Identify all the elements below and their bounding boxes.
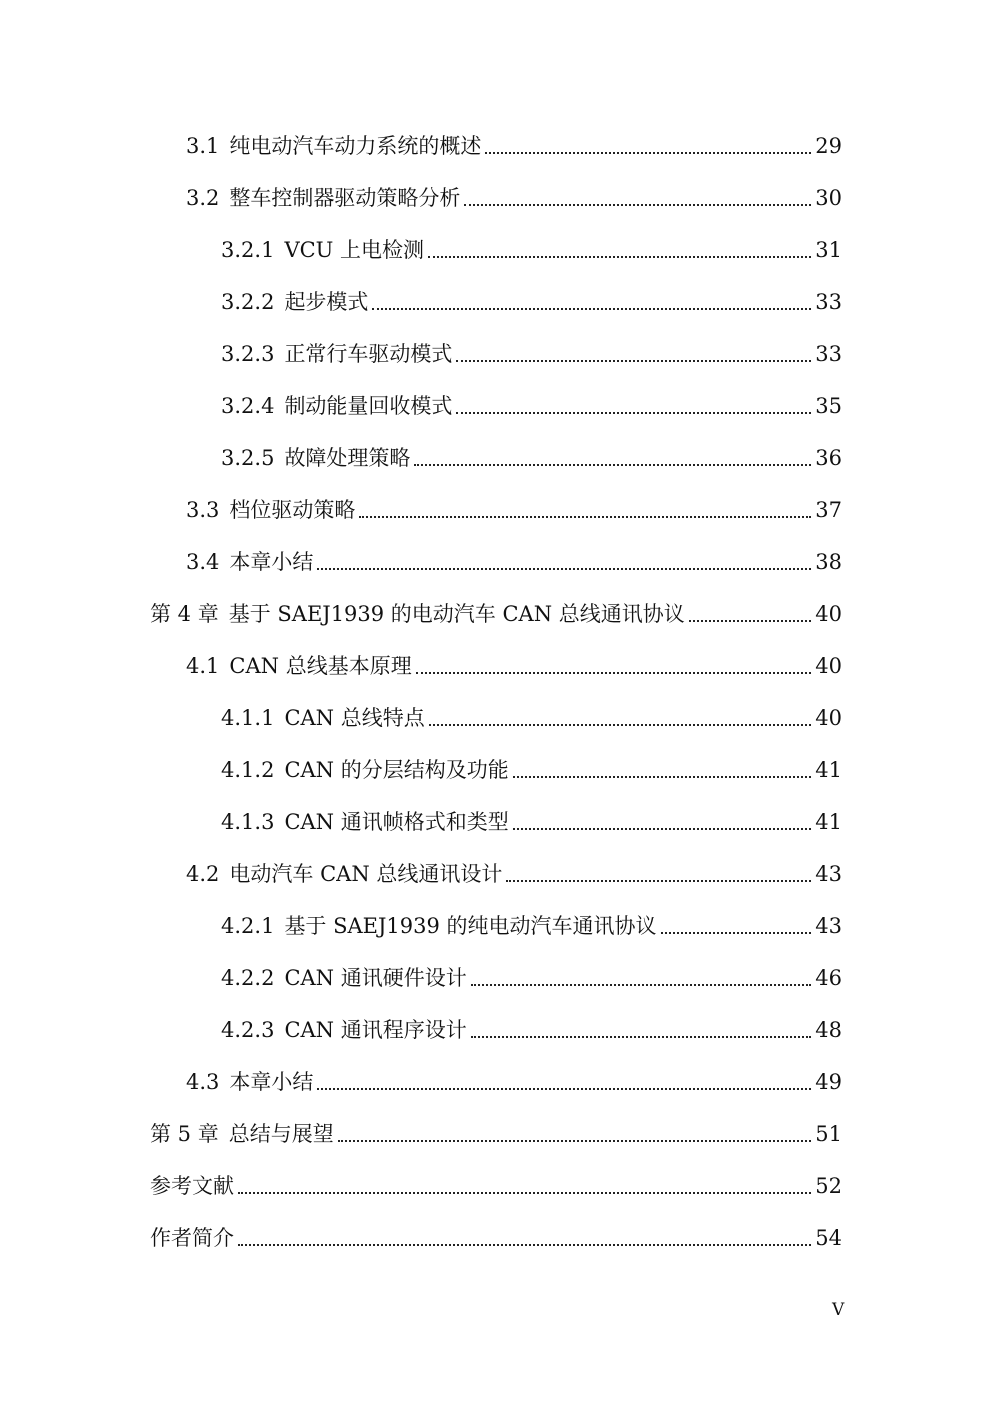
- toc-entry-label: [221, 328, 452, 380]
- toc-entry-label: [221, 744, 509, 796]
- toc-entry-page: 37: [815, 498, 842, 522]
- toc-entry-page: 29: [815, 134, 842, 158]
- toc-entry-page: 35: [815, 394, 842, 418]
- dot-leader: [471, 1036, 812, 1038]
- toc-entry-page: 31: [815, 238, 842, 262]
- toc-entry[interactable]: [0, 796, 992, 848]
- toc-entry[interactable]: [0, 848, 992, 900]
- toc-entry-number: 4.1.1: [221, 706, 275, 730]
- toc-entry-page: 48: [815, 1018, 842, 1042]
- toc-entry-page: 40: [815, 654, 842, 678]
- toc-entry-title: 纯电动汽车动力系统的概述: [229, 134, 482, 158]
- toc-entry-title: CAN 通讯程序设计: [284, 1018, 467, 1042]
- toc-entry-title: 故障处理策略: [284, 446, 411, 470]
- dot-leader: [359, 516, 811, 518]
- toc-entry-label: [186, 848, 502, 900]
- toc-entry-label: [221, 900, 657, 952]
- toc-entry-number: 3.2.1: [221, 238, 275, 262]
- toc-entry-label: [186, 484, 355, 536]
- page-number: V: [832, 1300, 845, 1320]
- toc-entry-title: 本章小结: [229, 1070, 314, 1094]
- toc-entry-page: 46: [815, 966, 842, 990]
- toc-entry-label: [186, 536, 313, 588]
- toc-entry-label: [150, 1212, 234, 1264]
- toc-entry-label: [186, 640, 412, 692]
- dot-leader: [661, 932, 812, 934]
- toc-entry[interactable]: [0, 172, 992, 224]
- toc-entry-title: CAN 总线基本原理: [229, 654, 412, 678]
- toc-entry[interactable]: [0, 744, 992, 796]
- toc-entry-title: 制动能量回收模式: [284, 394, 453, 418]
- dot-leader: [513, 776, 812, 778]
- toc-entry-title: 作者简介: [150, 1226, 234, 1250]
- toc-entry-number: 4.2: [186, 862, 220, 886]
- toc-entry-number: 4.2.1: [221, 914, 275, 938]
- toc-entry-number: 4.2.3: [221, 1018, 275, 1042]
- table-of-contents: [0, 120, 992, 1264]
- toc-entry-page: 33: [815, 342, 842, 366]
- toc-entry-page: 36: [815, 446, 842, 470]
- toc-entry[interactable]: [0, 692, 992, 744]
- toc-entry[interactable]: [0, 536, 992, 588]
- dot-leader: [414, 464, 811, 466]
- toc-entry-title: CAN 通讯硬件设计: [284, 966, 467, 990]
- toc-entry-page: 41: [815, 810, 842, 834]
- toc-entry-title: 档位驱动策略: [229, 498, 356, 522]
- toc-entry-label: [150, 1108, 334, 1160]
- toc-entry-title: CAN 的分层结构及功能: [284, 758, 509, 782]
- toc-entry-label: [221, 796, 509, 848]
- toc-entry-title: 总结与展望: [228, 1122, 334, 1146]
- dot-leader: [317, 1088, 811, 1090]
- dot-leader: [513, 828, 812, 830]
- toc-entry-number: 4.2.2: [221, 966, 275, 990]
- dot-leader: [456, 360, 811, 362]
- toc-entry-label: [221, 1004, 467, 1056]
- toc-entry-page: 41: [815, 758, 842, 782]
- toc-entry[interactable]: [0, 328, 992, 380]
- toc-entry[interactable]: [0, 432, 992, 484]
- toc-entry[interactable]: [0, 120, 992, 172]
- toc-entry[interactable]: [0, 1160, 992, 1212]
- toc-entry-number: 4.3: [186, 1070, 220, 1094]
- toc-entry[interactable]: [0, 1056, 992, 1108]
- toc-entry-label: [221, 952, 467, 1004]
- toc-entry[interactable]: [0, 640, 992, 692]
- toc-entry-title: 基于 SAEJ1939 的纯电动汽车通讯协议: [284, 914, 657, 938]
- toc-entry[interactable]: [0, 224, 992, 276]
- toc-entry-number: 4.1.3: [221, 810, 275, 834]
- toc-entry[interactable]: [0, 952, 992, 1004]
- toc-entry-label: [221, 224, 424, 276]
- toc-entry-label: [221, 276, 368, 328]
- toc-entry-number: 3.2.5: [221, 446, 275, 470]
- toc-entry[interactable]: [0, 1108, 992, 1160]
- dot-leader: [485, 152, 811, 154]
- dot-leader: [317, 568, 811, 570]
- toc-entry[interactable]: [0, 1004, 992, 1056]
- toc-entry-label: [221, 432, 410, 484]
- toc-entry-page: 49: [815, 1070, 842, 1094]
- toc-entry[interactable]: [0, 484, 992, 536]
- toc-entry-label: [186, 172, 460, 224]
- toc-entry-number: 4.1.2: [221, 758, 275, 782]
- dot-leader: [456, 412, 811, 414]
- toc-entry-number: 3.2.3: [221, 342, 275, 366]
- toc-entry-number: 3.2: [186, 186, 220, 210]
- toc-entry-title: 基于 SAEJ1939 的电动汽车 CAN 总线通讯协议: [228, 602, 685, 626]
- toc-entry-title: 参考文献: [150, 1174, 234, 1198]
- toc-entry-label: [150, 1160, 234, 1212]
- toc-entry-page: 43: [815, 914, 842, 938]
- toc-entry-number: 4.1: [186, 654, 220, 678]
- toc-entry-title: CAN 总线特点: [284, 706, 425, 730]
- toc-entry-number: 3.1: [186, 134, 220, 158]
- toc-entry-title: 起步模式: [284, 290, 369, 314]
- dot-leader: [416, 672, 812, 674]
- toc-entry-title: VCU 上电检测: [284, 238, 425, 262]
- dot-leader: [428, 256, 811, 258]
- toc-entry[interactable]: [0, 900, 992, 952]
- toc-entry-label: [221, 692, 425, 744]
- toc-entry-number: 第 4 章: [150, 602, 219, 626]
- toc-entry-number: 3.2.2: [221, 290, 275, 314]
- toc-entry-label: [186, 120, 481, 172]
- toc-entry-title: 本章小结: [229, 550, 314, 574]
- toc-entry-label: [186, 1056, 313, 1108]
- dot-leader: [471, 984, 812, 986]
- toc-entry-label: [150, 588, 685, 640]
- toc-entry-page: 51: [815, 1122, 842, 1146]
- toc-entry[interactable]: [0, 1212, 992, 1264]
- toc-entry-number: 3.4: [186, 550, 220, 574]
- toc-entry-page: 43: [815, 862, 842, 886]
- toc-entry-page: 54: [815, 1226, 842, 1250]
- toc-entry-page: 30: [815, 186, 842, 210]
- toc-entry[interactable]: [0, 380, 992, 432]
- toc-entry-page: 38: [815, 550, 842, 574]
- toc-entry-title: 整车控制器驱动策略分析: [229, 186, 461, 210]
- dot-leader: [372, 308, 811, 310]
- toc-entry-page: 33: [815, 290, 842, 314]
- toc-entry-page: 40: [815, 602, 842, 626]
- dot-leader: [506, 880, 811, 882]
- toc-entry[interactable]: [0, 588, 992, 640]
- toc-entry-page: 52: [815, 1174, 842, 1198]
- toc-entry-title: 正常行车驱动模式: [284, 342, 453, 366]
- toc-entry-title: CAN 通讯帧格式和类型: [284, 810, 509, 834]
- dot-leader: [429, 724, 812, 726]
- dot-leader: [238, 1244, 811, 1246]
- dot-leader: [464, 204, 811, 206]
- toc-entry-label: [221, 380, 452, 432]
- dot-leader: [338, 1140, 812, 1142]
- toc-entry-number: 3.3: [186, 498, 220, 522]
- toc-entry-page: 40: [815, 706, 842, 730]
- dot-leader: [238, 1192, 811, 1194]
- toc-entry[interactable]: [0, 276, 992, 328]
- dot-leader: [689, 620, 811, 622]
- toc-entry-title: 电动汽车 CAN 总线通讯设计: [229, 862, 503, 886]
- toc-entry-number: 第 5 章: [150, 1122, 219, 1146]
- toc-entry-number: 3.2.4: [221, 394, 275, 418]
